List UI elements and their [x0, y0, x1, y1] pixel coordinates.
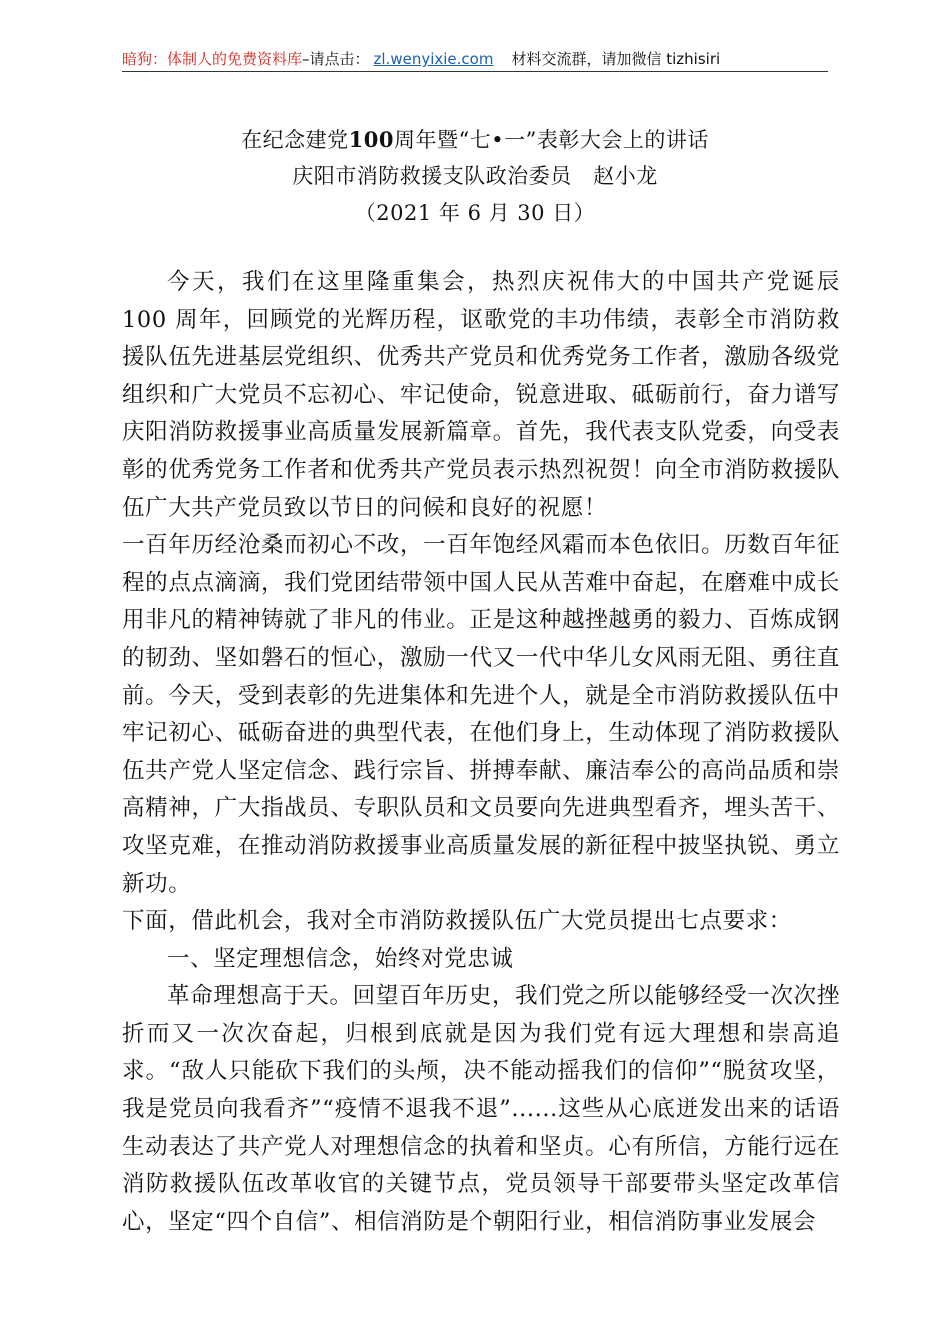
header-link[interactable]: zl.wenyixie.com: [373, 50, 494, 68]
speaker-line: 庆阳市消防救援支队政治委员 赵小龙: [292, 164, 658, 188]
header-contact: 材料交流群，请加微信 tizhisiri: [511, 50, 721, 68]
paragraph: 一百年历经沧桑而初心不改，一百年饱经风霜而本色依旧。历数百年征程的点点滴滴，我们党团结带领中国人民从苦难中奋起，在磨难中成长用非凡的精神铸就了非凡的伟业。正是这种越挫越勇的毅力、百炼成钢的韧劲、坚如磐石的恒心，激励一代又一代中华儿女风雨无阻、勇往直前。今天，受到表彰的先进集体和先进个人，就是全市消防救援队伍中牢记初心、砥砺奋进的典型代表，在他们身上，生动体现了消防救援队伍共产党人坚定信念、践行宗旨、拼搏奉献、廉洁奉公的高尚品质和崇高精神，广大指战员、专职队员和文员要向先进典型看齐，埋头苦干、攻坚克难，在推动消防救援事业高质量发展的新征程中披坚执锐、勇立新功。: [122, 532, 840, 897]
header-click-prompt: –请点击：: [302, 50, 370, 68]
header-divider: [122, 71, 828, 72]
document-body: [122, 264, 840, 1241]
paragraph: 革命理想高于天。回望百年历史，我们党之所以能够经受一次次挫折而又一次次奋起，归根到底就是因为我们党有远大理想和崇高追求。“敌人只能砍下我们的头颅，决不能动摇我们的信仰”“脱贫攻坚，我是党员向我看齐”“疫情不退我不退”......这些从心底迸发出来的话语生动表达了共产党人对理想信念的执着和坚贞。心有所信，方能行远在消防救援队伍改革收官的关键节点，党员领导干部要带头坚定改革信心，坚定“四个自信”、相信消防是个朝阳行业，相信消防事业发展会: [122, 983, 840, 1235]
page-header: [122, 48, 828, 70]
paragraph: 下面，借此机会，我对全市消防救援队伍广大党员提出七点要求：: [122, 908, 792, 935]
section-heading: 一、坚定理想信念，始终对党忠诚: [167, 945, 514, 972]
date-line: （2021 年 6 月 30 日）: [354, 201, 596, 225]
speech-title: 在纪念建党100周年暨“七•一”表彰大会上的讲话: [241, 127, 709, 152]
header-brand: 暗狗：体制人的免费资料库: [122, 50, 303, 68]
paragraph: 今天，我们在这里隆重集会，热烈庆祝伟大的中国共产党诞辰 100 周年，回顾党的光辉历程，讴歌党的丰功伟绩，表彰全市消防救援队伍先进基层党组织、优秀共产党员和优秀党务工作者，激励各级党组织和广大党员不忘初心、牢记使命，锐意进取、砥砺前行，奋力谱写庆阳消防救援事业高质量发展新篇章。首先，我代表支队党委，向受表彰的优秀党务工作者和优秀共产党员表示热烈祝贺！向全市消防救援队伍广大共产党员致以节日的问候和良好的祝愿！: [122, 269, 840, 521]
